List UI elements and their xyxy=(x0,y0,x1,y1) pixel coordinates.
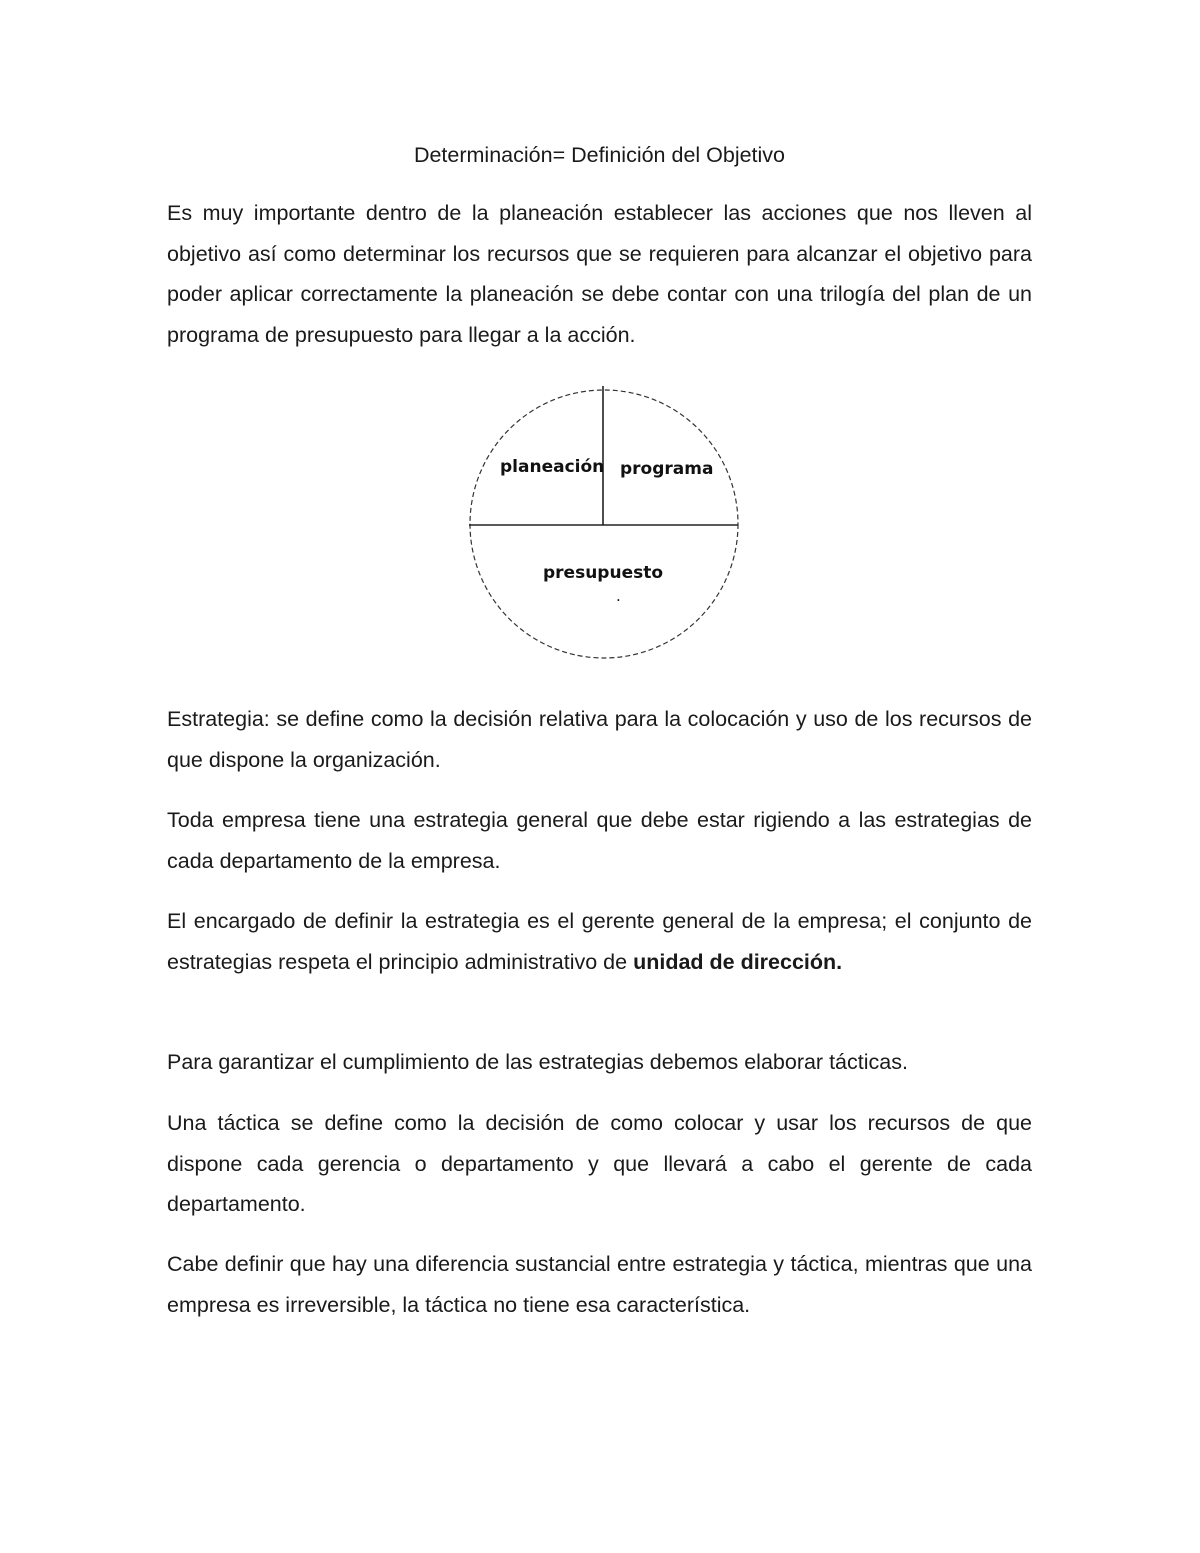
unidad-de-direccion-bold: unidad de dirección. xyxy=(633,949,843,974)
diferencia-paragraph: Cabe definir que hay una diferencia sustancial entre estrategia y táctica, mientras que una empresa es irreversible, la táctica no tiene esa característica. xyxy=(167,1252,1032,1317)
encargado-paragraph xyxy=(167,901,1032,982)
garantizar-paragraph: Para garantizar el cumplimiento de las estrategias debemos elaborar tácticas. xyxy=(167,1050,908,1074)
encargado-text: El encargado de definir la estrategia es el gerente general de la empresa; el conjunto de estrategias respeta el principio administrativo de xyxy=(167,909,1032,974)
diagram-label-programa: programa xyxy=(620,459,714,479)
toda-empresa-paragraph: Toda empresa tiene una estrategia general que debe estar rigiendo a las estrategias de cada departamento de la empresa. xyxy=(167,808,1032,873)
trilogy-circle-diagram xyxy=(460,378,750,668)
diagram-dot-mark: . xyxy=(616,587,621,605)
diagram-label-presupuesto: presupuesto xyxy=(543,563,664,583)
tactica-paragraph: Una táctica se define como la decisión de como colocar y usar los recursos de que dispone cada gerencia o departamento y que llevará a cabo el gerente de cada departamento. xyxy=(167,1111,1032,1217)
document-title: Determinación= Definición del Objetivo xyxy=(413,143,786,167)
diagram-label-planeacion: planeación xyxy=(500,457,605,477)
estrategia-paragraph: Estrategia: se define como la decisión relativa para la colocación y uso de los recursos de que dispone la organización. xyxy=(167,707,1032,772)
diagram-circle-outline xyxy=(470,390,738,658)
intro-paragraph: Es muy importante dentro de la planeación establecer las acciones que nos lleven al objetivo así como determinar los recursos que se requieren para alcanzar el objetivo para poder aplicar correctamente la planeación se debe contar con una trilogía del plan de un programa de presupuesto para llegar a la acción. xyxy=(167,201,1032,347)
